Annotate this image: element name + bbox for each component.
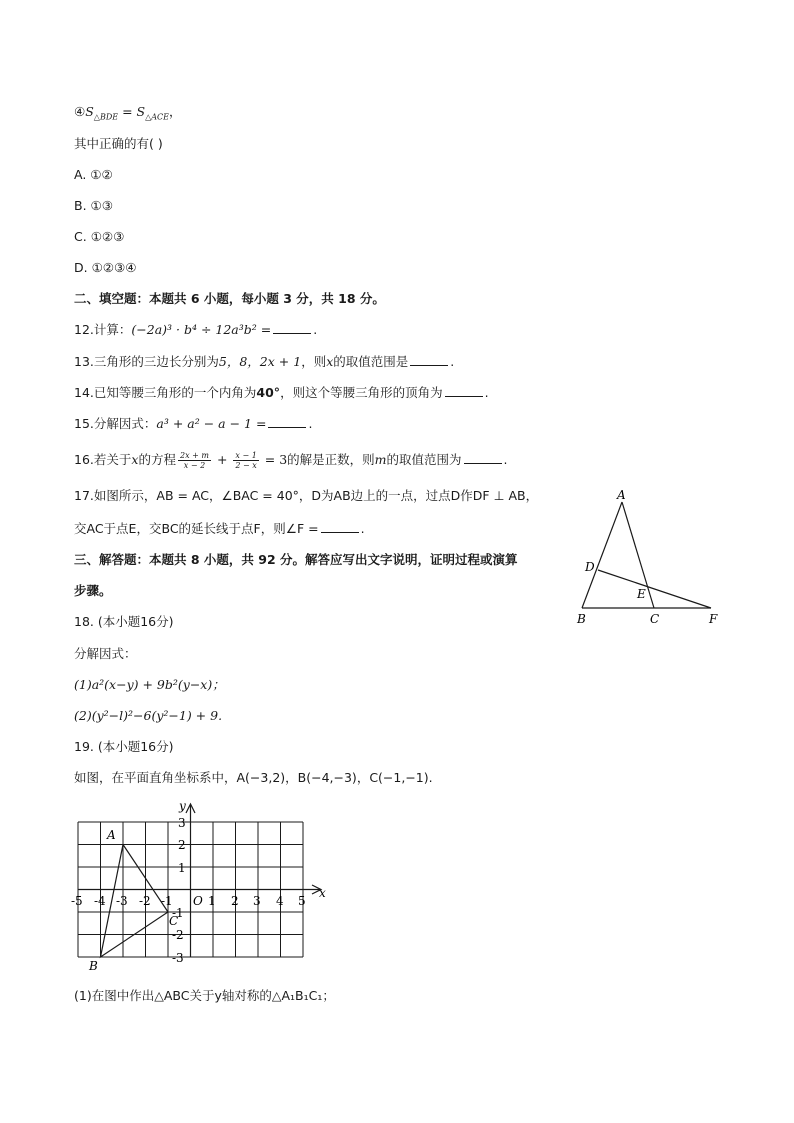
equals: = 3 [260,452,288,467]
q18-part1: (1)a²(x−y) + 9b²(y−x)； [74,677,225,692]
section3-heading-cont: 步骤。 [74,583,112,598]
math-expression: (−2a)³ · b⁴ ÷ 12a³b² = [131,322,272,337]
math-expression: 5，8，2x + 1 [218,354,302,369]
math-expression: a³ + a² − a − 1 = [156,416,267,431]
label-a: A [617,488,626,502]
x-tick: -3 [116,894,128,908]
q13 [74,353,454,371]
question-text: 的取值范围是 [333,354,409,369]
coordinate-grid [60,795,340,980]
area-symbol: S [85,104,94,119]
q18-title: 18. (本小题16分) [74,614,174,629]
option-text: ①② [90,167,113,182]
x-tick: 4 [276,894,284,908]
y-tick: 1 [178,861,186,875]
x-tick-labels [71,894,306,908]
question-text: ，则 [301,354,327,369]
x-tick: -1 [161,894,173,908]
answer-blank[interactable] [445,385,483,397]
x-tick: 2 [231,894,239,908]
q12 [74,321,317,339]
answer-blank[interactable] [273,322,311,334]
q11-option-a[interactable] [74,166,113,184]
option-letter: C. [74,229,91,244]
point-label-b: B [89,959,98,973]
question-text: 的方程 [138,452,176,467]
question-text: 如图所示，AB = AC，∠BAC = 40°，D为AB边上的一点，过点D作DF ⊥ AB， [93,488,539,503]
area-subscript: △BDE [93,112,119,122]
punct: . [308,416,313,431]
x-tick: 3 [253,894,261,908]
plus: + [212,452,232,467]
question-text: 三角形的三边长分别为 [93,354,219,369]
label-e: E [637,587,646,601]
y-tick: -1 [172,906,184,920]
y-tick: 3 [178,816,186,830]
option-text: ①③ [90,198,113,213]
section3-heading: 三、解答题：本题共 8 小题，共 92 分。解答应写出文字说明，证明过程或演算 [74,552,518,567]
question-lead: 分解因式： [93,416,157,431]
math-var: x [326,354,334,369]
question-text: 的解是正数，则 [287,452,375,467]
x-tick: -2 [139,894,151,908]
q17-line1 [74,487,538,505]
q11-option-c[interactable] [74,228,124,246]
label-c: C [650,612,660,626]
section2-heading: 二、填空题：本题共 6 小题，每小题 3 分，共 18 分。 [74,291,385,306]
q17-line2 [74,520,365,538]
fraction [178,451,211,470]
area-subscript: △ACE [145,112,169,122]
question-text: 的取值范围为 [386,452,462,467]
question-number: 17. [74,488,94,503]
question-lead: 计算： [93,322,132,337]
y-tick-labels [172,816,186,965]
fraction-numerator: x − 1 [235,451,257,460]
q11-option-b[interactable] [74,197,113,215]
circled-num: ④ [74,104,86,119]
punct: . [503,452,508,467]
area-symbol: S [136,104,146,119]
q18-instruction: 分解因式： [74,646,137,661]
q18-part2: (2)(y²−l)²−6(y²−1) + 9. [74,708,223,723]
q11-item4 [74,103,182,121]
point-label-a: A [107,828,116,842]
q11-option-d[interactable] [74,259,136,277]
question-text: 已知等腰三角形的一个内角为 [93,385,257,400]
punct: . [313,322,318,337]
fraction [233,451,258,470]
question-text: 交AC于点E，交BC的延长线于点F，则∠F = [74,521,319,536]
question-number: 16. [74,452,94,467]
angle-value: 40° [256,385,281,400]
answer-blank[interactable] [268,416,306,428]
punct: . [484,385,489,400]
q19-part1: (1)在图中作出△ABC关于y轴对称的△A₁B₁C₁； [74,988,335,1003]
q19-title: 19. (本小题16分) [74,739,174,754]
answer-blank[interactable] [464,452,502,464]
q19-intro: 如图，在平面直角坐标系中，A(−3,2)，B(−4,−3)，C(−1,−1). [74,770,433,785]
equals: = [118,104,137,119]
math-var: x [131,452,139,467]
label-b: B [577,612,586,626]
x-tick: -5 [71,894,83,908]
y-axis-label: y [179,799,186,813]
triangle-abc [101,845,169,958]
segment-df [598,570,711,608]
x-tick: 1 [208,894,216,908]
question-number: 12. [74,322,94,337]
math-var: m [374,452,387,467]
x-tick: 5 [298,894,306,908]
answer-blank[interactable] [410,354,448,366]
fraction-denominator: x − 2 [183,461,206,470]
q15 [74,415,312,433]
point-label-c: C [169,914,179,928]
fraction-numerator: 2x + m [179,451,209,460]
answer-blank[interactable] [321,521,359,533]
segment-ab [582,502,622,608]
label-f: F [709,612,718,626]
question-number: 13. [74,354,94,369]
punct: ， [168,104,182,119]
question-number: 15. [74,416,94,431]
punct: . [450,354,455,369]
label-d: D [585,560,595,574]
option-letter: D. [74,260,92,275]
q16 [74,449,508,471]
option-letter: A. [74,167,91,182]
fraction-denominator: 2 − x [235,461,257,470]
option-letter: B. [74,198,91,213]
x-axis-label: x [319,886,326,900]
origin-label: O [193,894,203,908]
option-text: ①②③ [90,229,125,244]
question-text: 若关于 [93,452,132,467]
q11-prompt: 其中正确的有( ) [74,136,163,151]
q14 [74,384,489,402]
punct: . [360,521,365,536]
y-tick: -2 [172,928,184,942]
question-number: 14. [74,385,94,400]
question-text: ，则这个等腰三角形的顶角为 [280,385,443,400]
triangle-figure [570,485,730,630]
x-tick: -4 [94,894,106,908]
option-text: ①②③④ [91,260,137,275]
y-tick: -3 [172,951,184,965]
y-tick: 2 [178,838,186,852]
